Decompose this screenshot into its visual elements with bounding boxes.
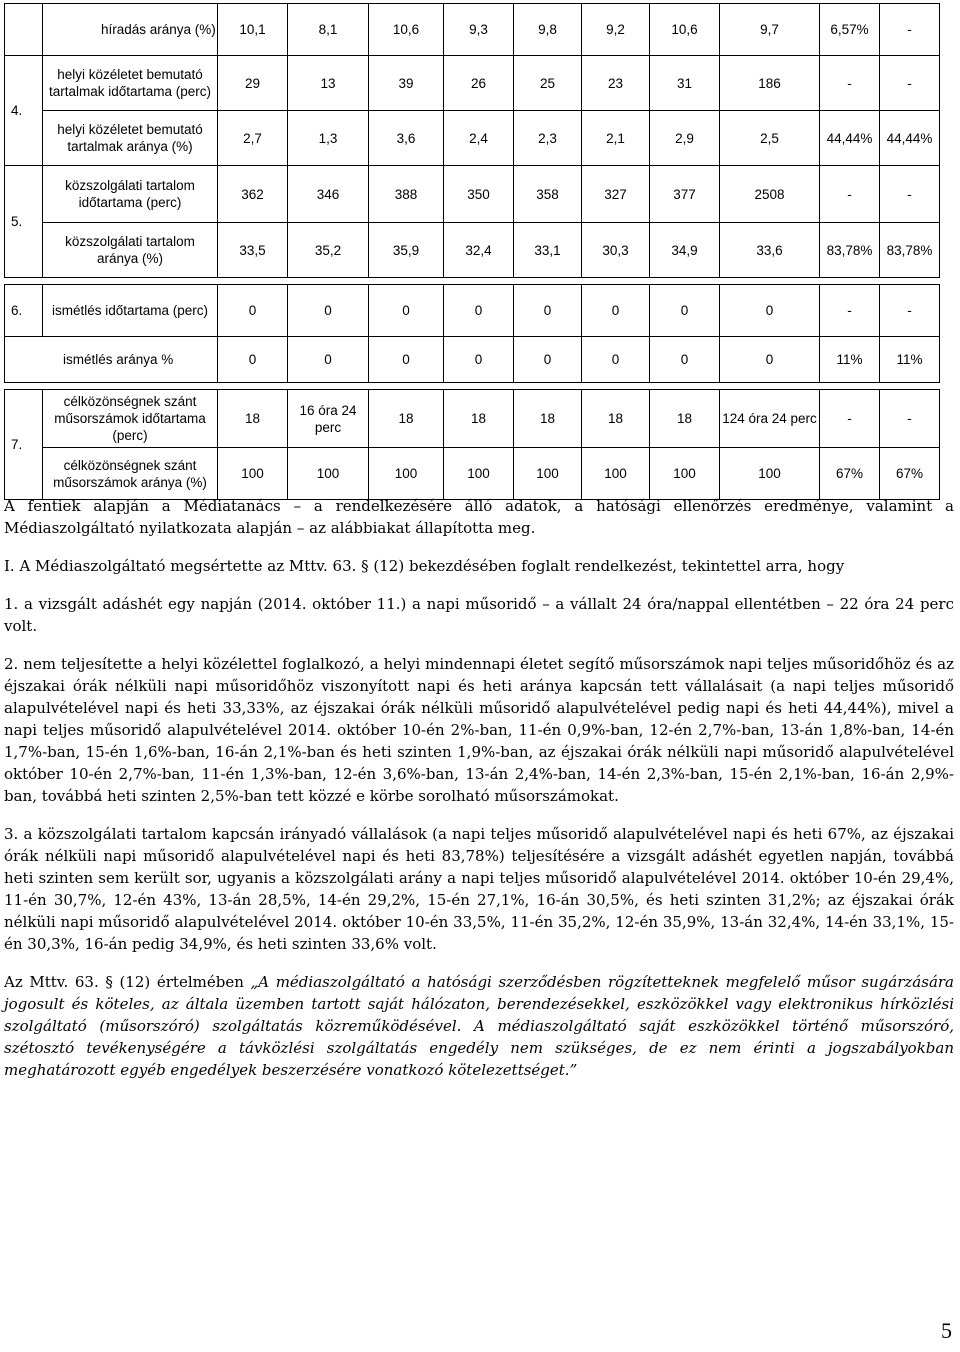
value-cell: 0 — [369, 337, 444, 383]
value-cell: 83,78% — [820, 223, 880, 278]
table-row — [5, 448, 940, 500]
value-cell: 9,7 — [720, 4, 820, 56]
value-cell: 11% — [820, 337, 880, 383]
value-cell: 11% — [880, 337, 940, 383]
value-cell: 31 — [650, 56, 720, 111]
value-cell: 362 — [218, 166, 288, 223]
paragraph-point-1: 1. a vizsgált adáshét egy napján (2014. október 11.) a napi műsoridő – a vállalt 24 óra/nappal ellentétben – 22 óra 24 perc volt. — [4, 595, 954, 635]
value-cell: 18 — [218, 390, 288, 448]
value-cell: 33,1 — [514, 223, 582, 278]
value-cell: 44,44% — [820, 111, 880, 166]
value-cell: 0 — [288, 337, 369, 383]
value-cell: 34,9 — [650, 223, 720, 278]
quote-lead: Az Mttv. 63. § (12) értelmében — [4, 973, 251, 991]
value-cell: 18 — [582, 390, 650, 448]
value-cell: 18 — [650, 390, 720, 448]
table-row — [5, 56, 940, 111]
value-cell: 0 — [218, 337, 288, 383]
value-cell: 0 — [650, 285, 720, 337]
value-cell: 67% — [820, 448, 880, 500]
value-cell: 2,3 — [514, 111, 582, 166]
value-cell: 358 — [514, 166, 582, 223]
table-row — [5, 285, 940, 337]
value-cell: 67% — [880, 448, 940, 500]
value-cell: 29 — [218, 56, 288, 111]
value-cell: 18 — [444, 390, 514, 448]
row-label: helyi közéletet bemutató tartalmak időtartama (perc) — [43, 56, 218, 111]
value-cell: 0 — [720, 285, 820, 337]
row-label: helyi közéletet bemutató tartalmak aránya (%) — [43, 111, 218, 166]
paragraph-intro: A fentiek alapján a Médiatanács – a rendelkezésére álló adatok, a hatósági ellenőrzés eredménye, valamint a Médiaszolgáltató nyilatkozata alapján – az alábbiakat állapította meg. — [4, 497, 954, 537]
quote-text: „A médiaszolgáltató a hatósági szerződésben rögzítetteknek megfelelő műsor sugárzására jogosult és köteles, az általa üzemben tartott saját hálózaton, berendezésekkel, eszközökkel vagy elektronikus hírközlési szolgáltató (műsorszóró) szolgáltatás közreműködésével. A médiaszolgáltató saját eszközökkel történő műsorszóró, szétosztó tevékenységére a távközlési szolgáltatás engedély nem szükséges, de ez nem érinti a jogszabályokban meghatározott egyéb engedélyek beszerzésére vonatkozó kötelezettséget.” — [4, 973, 954, 1079]
value-cell: 124 óra 24 perc — [720, 390, 820, 448]
value-cell: 32,4 — [444, 223, 514, 278]
value-cell: - — [820, 285, 880, 337]
paragraph-point-2: 2. nem teljesítette a helyi közélettel foglalkozó, a helyi mindennapi életet segítő műsorszámok napi teljes műsoridőhöz és az éjszakai órák nélküli napi műsoridőhöz viszonyított napi és heti aránya kapcsán tett vállalásait (a napi teljes műsoridő alapulvételével napi és heti 33,33%, az éjszakai órák nélküli műsoridő alapulvételével pedig napi és heti 44,44%), mivel a napi teljes műsoridő alapulvételével 2014. október 10-én 2%-ban, 11-én 0,9%-ban, 12-én 2,7%-ban, 13-án 1,8%-ban, 14-én 1,7%-ban, 15-én 1,6%-ban, 16-án 2,1%-ban és heti szinten 1,9%-ban, az éjszakai órák nélküli napi műsoridő alapulvételével október 10-én 2,7%-ban, 11-én 1,3%-ban, 12-én 3,6%-ban, 13-án 2,4%-ban, 14-én 2,3%-ban, 15-én 2,1%-ban, 16-án 2,9%-ban, továbbá heti szinten 2,5%-ban tett közzé e körbe sorolható műsorszámokat. — [4, 655, 954, 805]
value-cell: 6,57% — [820, 4, 880, 56]
value-cell: 0 — [369, 285, 444, 337]
table-row — [5, 390, 940, 448]
value-cell: 2,9 — [650, 111, 720, 166]
value-cell: 0 — [218, 285, 288, 337]
value-cell: 0 — [514, 285, 582, 337]
table-row — [5, 111, 940, 166]
value-cell: 327 — [582, 166, 650, 223]
row-number: 7. — [5, 390, 43, 500]
value-cell: 23 — [582, 56, 650, 111]
value-cell: 9,3 — [444, 4, 514, 56]
value-cell: 9,8 — [514, 4, 582, 56]
row-number: 5. — [5, 166, 43, 278]
value-cell: 33,5 — [218, 223, 288, 278]
value-cell: 25 — [514, 56, 582, 111]
value-cell: - — [880, 166, 940, 223]
paragraph-finding-heading: I. A Médiaszolgáltató megsértette az Mttv. 63. § (12) bekezdésében foglalt rendelkezést, tekintettel arra, hogy — [4, 557, 845, 575]
value-cell: 3,6 — [369, 111, 444, 166]
value-cell: - — [880, 56, 940, 111]
value-cell: - — [880, 4, 940, 56]
value-cell: 83,78% — [880, 223, 940, 278]
value-cell: 100 — [720, 448, 820, 500]
value-cell: 10,6 — [369, 4, 444, 56]
value-cell: 346 — [288, 166, 369, 223]
value-cell: - — [820, 166, 880, 223]
value-cell: - — [880, 390, 940, 448]
value-cell: 0 — [444, 285, 514, 337]
row-label: célközönségnek szánt műsorszámok időtartama (perc) — [43, 390, 218, 448]
value-cell: 33,6 — [720, 223, 820, 278]
row-number: 4. — [5, 56, 43, 166]
value-cell: 8,1 — [288, 4, 369, 56]
value-cell: 2,1 — [582, 111, 650, 166]
row-label: ismétlés időtartama (perc) — [43, 285, 218, 337]
value-cell: 100 — [514, 448, 582, 500]
value-cell: 2,7 — [218, 111, 288, 166]
row-label: célközönségnek szánt műsorszámok aránya (%) — [43, 448, 218, 500]
value-cell: 0 — [720, 337, 820, 383]
value-cell: 2,4 — [444, 111, 514, 166]
row-label: híradás aránya (%) — [43, 4, 218, 56]
value-cell: 350 — [444, 166, 514, 223]
value-cell: 44,44% — [880, 111, 940, 166]
row-label: közszolgálati tartalom időtartama (perc) — [43, 166, 218, 223]
value-cell: 1,3 — [288, 111, 369, 166]
value-cell: 9,2 — [582, 4, 650, 56]
value-cell: 18 — [514, 390, 582, 448]
value-cell: 39 — [369, 56, 444, 111]
table-row — [5, 4, 940, 56]
value-cell: 18 — [369, 390, 444, 448]
value-cell: 0 — [514, 337, 582, 383]
value-cell: 0 — [444, 337, 514, 383]
value-cell: 10,6 — [650, 4, 720, 56]
value-cell: 35,2 — [288, 223, 369, 278]
table-row — [5, 337, 940, 383]
value-cell: 388 — [369, 166, 444, 223]
value-cell: 100 — [582, 448, 650, 500]
paragraph-legal-quote — [4, 971, 954, 1081]
row-label: közszolgálati tartalom aránya (%) — [43, 223, 218, 278]
value-cell: 30,3 — [582, 223, 650, 278]
value-cell: 100 — [288, 448, 369, 500]
value-cell: 10,1 — [218, 4, 288, 56]
table-row — [5, 166, 940, 223]
value-cell: 0 — [582, 337, 650, 383]
paragraph-point-3: 3. a közszolgálati tartalom kapcsán irányadó vállalások (a napi teljes műsoridő alapulvételével napi és heti 67%, az éjszakai órák nélküli napi műsoridő alapulvételével napi és heti 83,78%) teljesítésére a vizsgált adáshét egyetlen napján, továbbá heti szinten sem került sor, ugyanis a közszolgálati arány a napi teljes műsoridő alapulvételével 2014. október 10-én 29,4%, 11-én 30,7%, 12-én 43%, 13-án 28,5%, 14-én 29,2%, 15-én 27,1%, 16-án 30,5%, és heti szinten 31,2%; az éjszakai órák nélküli napi műsoridő alapulvételével 2014. október 10-én 33,5%, 11-én 35,2%, 12-én 35,9%, 13-án 32,4%, 14-én 33,1%, 15-én 30,3%, 16-án pedig 34,9%, és heti szinten 33,6% volt. — [4, 825, 954, 953]
value-cell: 100 — [444, 448, 514, 500]
value-cell: 13 — [288, 56, 369, 111]
value-cell: 0 — [582, 285, 650, 337]
value-cell: 35,9 — [369, 223, 444, 278]
value-cell: - — [880, 285, 940, 337]
value-cell: 100 — [650, 448, 720, 500]
value-cell: - — [820, 56, 880, 111]
value-cell: 2,5 — [720, 111, 820, 166]
value-cell: 16 óra 24 perc — [288, 390, 369, 448]
page-number: 5 — [941, 1318, 952, 1343]
table-row — [5, 223, 940, 278]
statistics-table — [4, 3, 940, 500]
value-cell: 377 — [650, 166, 720, 223]
value-cell: 100 — [218, 448, 288, 500]
row-number: 6. — [5, 285, 43, 337]
body-text — [4, 495, 954, 1081]
value-cell: 26 — [444, 56, 514, 111]
value-cell: 2508 — [720, 166, 820, 223]
row-label: ismétlés aránya % — [5, 337, 218, 383]
value-cell: 0 — [650, 337, 720, 383]
value-cell: 186 — [720, 56, 820, 111]
value-cell: - — [820, 390, 880, 448]
value-cell: 0 — [288, 285, 369, 337]
value-cell: 100 — [369, 448, 444, 500]
